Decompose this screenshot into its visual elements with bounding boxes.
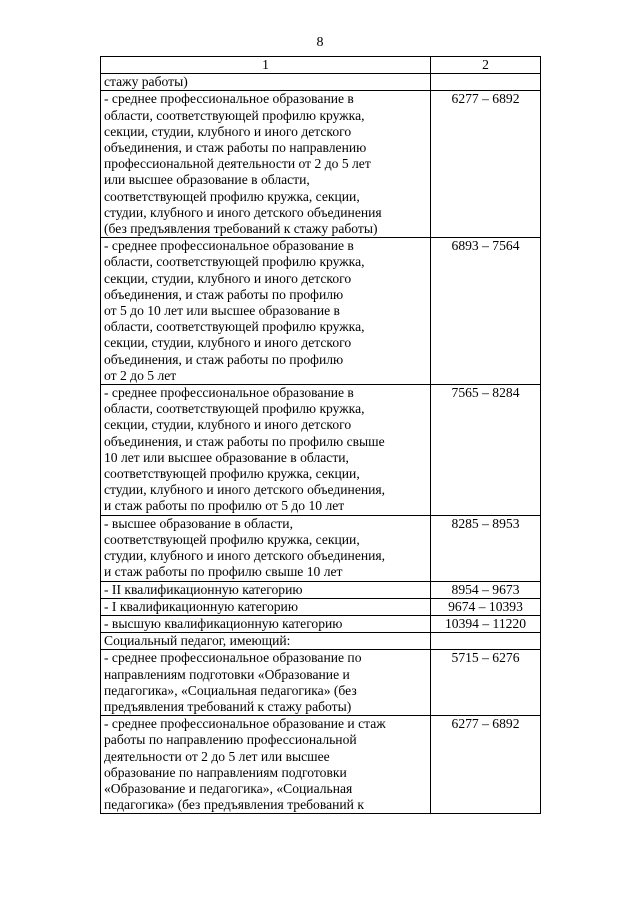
description-line: - среднее профессиональное образование в <box>104 91 354 107</box>
salary-range: 7565 – 8284 <box>431 385 541 516</box>
salary-range: 8954 – 9673 <box>431 581 541 598</box>
salary-table <box>100 56 541 814</box>
description-line: - высшее образование в области, <box>104 515 293 531</box>
description-line: - I квалификационную категорию <box>104 598 298 614</box>
description-line: «Образование и педагогика», «Социальная <box>104 780 353 796</box>
table-row <box>101 633 541 650</box>
row-description <box>101 238 431 385</box>
description-line: области, соответствующей профилю кружка, <box>104 319 365 335</box>
description-line: деятельности от 2 до 5 лет или высшее <box>104 748 330 764</box>
column-header-1: 1 <box>101 57 431 74</box>
row-description <box>101 650 431 716</box>
description-line: направлениям подготовки «Образование и <box>104 666 350 682</box>
description-line: - среднее профессиональное образование в <box>104 238 354 254</box>
description-line: объединения, и стаж работы по профилю <box>104 286 344 302</box>
description-line: соответствующей профилю кружка, секции, <box>104 466 360 482</box>
column-header-2: 2 <box>431 57 541 74</box>
salary-range: 8285 – 8953 <box>431 515 541 581</box>
description-line: - среднее профессиональное образование по <box>104 650 362 666</box>
salary-range <box>431 633 541 650</box>
table-row <box>101 650 541 716</box>
description-line: студии, клубного и иного детского объединения, <box>104 548 386 564</box>
salary-range <box>431 74 541 91</box>
row-description <box>101 598 431 615</box>
table-row <box>101 238 541 385</box>
description-line: секции, студии, клубного и иного детского <box>104 335 352 351</box>
description-line: студии, клубного и иного детского объединения <box>104 204 382 220</box>
description-line: студии, клубного и иного детского объединения, <box>104 482 386 498</box>
row-description <box>101 716 431 814</box>
description-line: (без предъявления требований к стажу работы) <box>104 221 378 237</box>
description-line: Социальный педагог, имеющий: <box>104 633 291 649</box>
table-row <box>101 581 541 598</box>
description-line: соответствующей профилю кружка, секции, <box>104 531 360 547</box>
description-line: педагогика» (без предъявления требований к <box>104 797 364 813</box>
description-line: работы по направлению профессиональной <box>104 732 357 748</box>
salary-range: 5715 – 6276 <box>431 650 541 716</box>
description-line: стажу работы) <box>104 74 188 90</box>
description-line: - среднее профессиональное образование в <box>104 385 354 401</box>
description-line: - высшую квалификационную категорию <box>104 615 343 631</box>
description-line: секции, студии, клубного и иного детского <box>104 123 352 139</box>
description-line: объединения, и стаж работы по направлению <box>104 140 367 156</box>
description-line: - II квалификационную категорию <box>104 581 303 597</box>
row-description <box>101 633 431 650</box>
row-description <box>101 615 431 632</box>
table-header-row <box>101 57 541 74</box>
description-line: секции, студии, клубного и иного детского <box>104 270 352 286</box>
description-line: предъявления требований к стажу работы) <box>104 698 352 714</box>
description-line: соответствующей профилю кружка, секции, <box>104 188 360 204</box>
table-row <box>101 74 541 91</box>
salary-range: 6277 – 6892 <box>431 716 541 814</box>
row-description <box>101 385 431 516</box>
description-line: или высшее образование в области, <box>104 172 310 188</box>
description-line: от 5 до 10 лет или высшее образование в <box>104 303 340 319</box>
description-line: педагогика», «Социальная педагогика» (без <box>104 682 357 698</box>
description-line: области, соответствующей профилю кружка, <box>104 254 365 270</box>
description-line: образование по направлениям подготовки <box>104 764 347 780</box>
description-line: объединения, и стаж работы по профилю свыше <box>104 433 385 449</box>
table-row <box>101 515 541 581</box>
description-line: 10 лет или высшее образование в области, <box>104 449 349 465</box>
description-line: - среднее профессиональное образование и стаж <box>104 716 386 732</box>
description-line: профессиональной деятельности от 2 до 5 лет <box>104 156 371 172</box>
salary-range: 9674 – 10393 <box>431 598 541 615</box>
description-line: области, соответствующей профилю кружка, <box>104 107 365 123</box>
row-description <box>101 515 431 581</box>
description-line: и стаж работы по профилю свыше 10 лет <box>104 564 343 580</box>
description-line: и стаж работы по профилю от 5 до 10 лет <box>104 498 345 514</box>
row-description <box>101 91 431 238</box>
page-number: 8 <box>316 35 324 50</box>
salary-range: 10394 – 11220 <box>431 615 541 632</box>
description-line: секции, студии, клубного и иного детского <box>104 417 352 433</box>
salary-range: 6277 – 6892 <box>431 91 541 238</box>
row-description <box>101 74 431 91</box>
table-row <box>101 716 541 814</box>
description-line: объединения, и стаж работы по профилю <box>104 351 344 367</box>
description-line: области, соответствующей профилю кружка, <box>104 401 365 417</box>
table-row <box>101 598 541 615</box>
table-row <box>101 615 541 632</box>
row-description <box>101 581 431 598</box>
salary-range: 6893 – 7564 <box>431 238 541 385</box>
table-row <box>101 385 541 516</box>
table-row <box>101 91 541 238</box>
description-line: от 2 до 5 лет <box>104 367 177 383</box>
